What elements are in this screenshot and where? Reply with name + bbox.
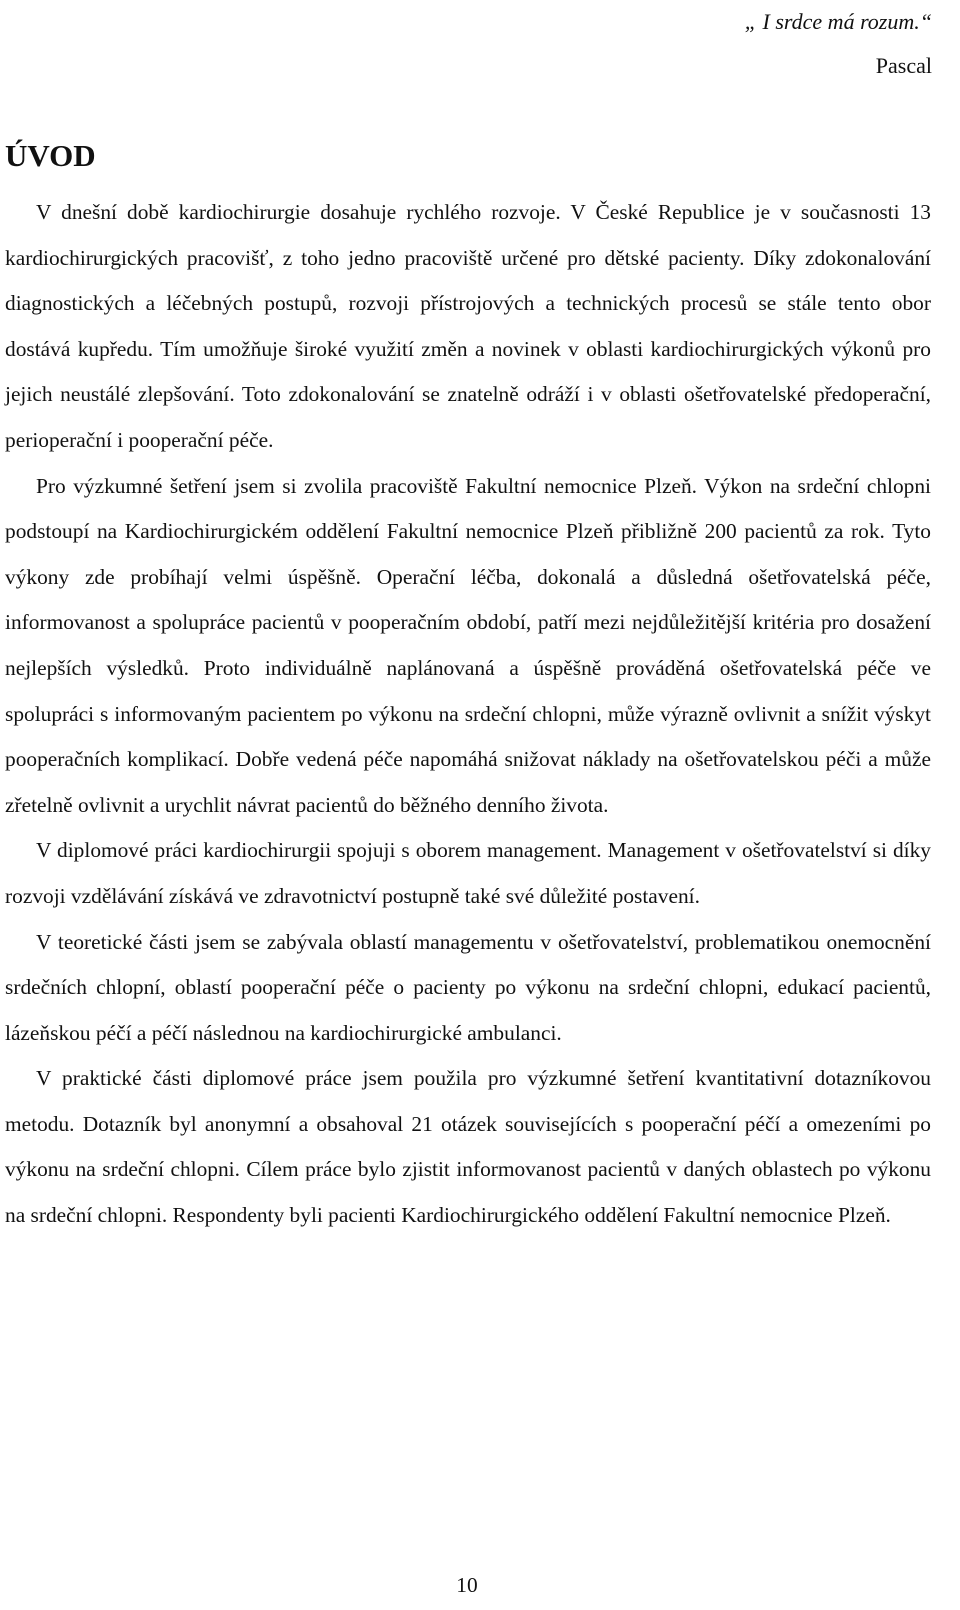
paragraph: V praktické části diplomové práce jsem použila pro výzkumné šetření kvantitativní dotazníkovou metodu. Dotazník byl anonymní a obsahoval 21 otázek souvisejících s pooperační péčí a omezeními po výkonu na srdeční chlopni. Cílem práce bylo zjistit informovanost pacientů v daných oblastech po výkonu na srdeční chlopni. Respondenty byli pacienti Kardiochirurgického oddělení Fakultní nemocnice Plzeň. [5,1066,931,1228]
paragraph: V teoretické části jsem se zabývala oblastí managementu v ošetřovatelství, problematikou onemocnění srdečních chlopní, oblastí pooperační péče o pacienty po výkonu na srdeční chlopni, edukací pacientů, lázeňskou péčí a péčí následnou na kardiochirurgické ambulanci. [5,929,931,1045]
epigraph-quote: „ I srdce má rozum.“ [744,9,932,34]
paragraph: V dnešní době kardiochirurgie dosahuje rychlého rozvoje. V České Republice je v současnosti 13 kardiochirurgických pracovišť, z toho jedno pracoviště určené pro dětské pacienty. Díky zdokonalování diagnostických a léčebných postupů, rozvoji přístrojových a technických procesů se stále tento obor dostává kupředu. Tím umožňuje široké využití změn a novinek v oblasti kardiochirurgických výkonů pro jejich neustálé zlepšování. Toto zdokonalování se znatelně odráží i v oblasti ošetřovatelské předoperační, perioperační i pooperační péče. [5,200,931,452]
epigraph-author: Pascal [875,53,932,78]
section-heading: ÚVOD [5,138,96,173]
paragraph: V diplomové práci kardiochirurgii spojuji s oborem management. Management v ošetřovatelství si díky rozvoji vzdělávání získává ve zdravotnictví postupně také své důležité postavení. [5,838,931,908]
page-number: 10 [456,1573,478,1597]
paragraph: Pro výzkumné šetření jsem si zvolila pracoviště Fakultní nemocnice Plzeň. Výkon na srdeční chlopni podstoupí na Kardiochirurgickém oddělení Fakultní nemocnice Plzeň přibližně 200 pacientů za rok. Tyto výkony zde probíhají velmi úspěšně. Operační léčba, dokonalá a důsledná ošetřovatelská péče, informovanost a spolupráce pacientů v pooperačním období, patří mezi nejdůležitější kritéria pro dosažení nejlepších výsledků. Proto individuálně naplánovaná a úspěšně prováděná ošetřovatelská péče ve spolupráci s informovaným pacientem po výkonu na srdeční chlopni, může výrazně ovlivnit a snížit výskyt pooperačních komplikací. Dobře vedená péče napomáhá snižovat náklady na ošetřovatelskou péči a může zřetelně ovlivnit a urychlit návrat pacientů do běžného denního života. [5,473,931,817]
epigraph [745,0,932,88]
body-text [5,190,931,1239]
